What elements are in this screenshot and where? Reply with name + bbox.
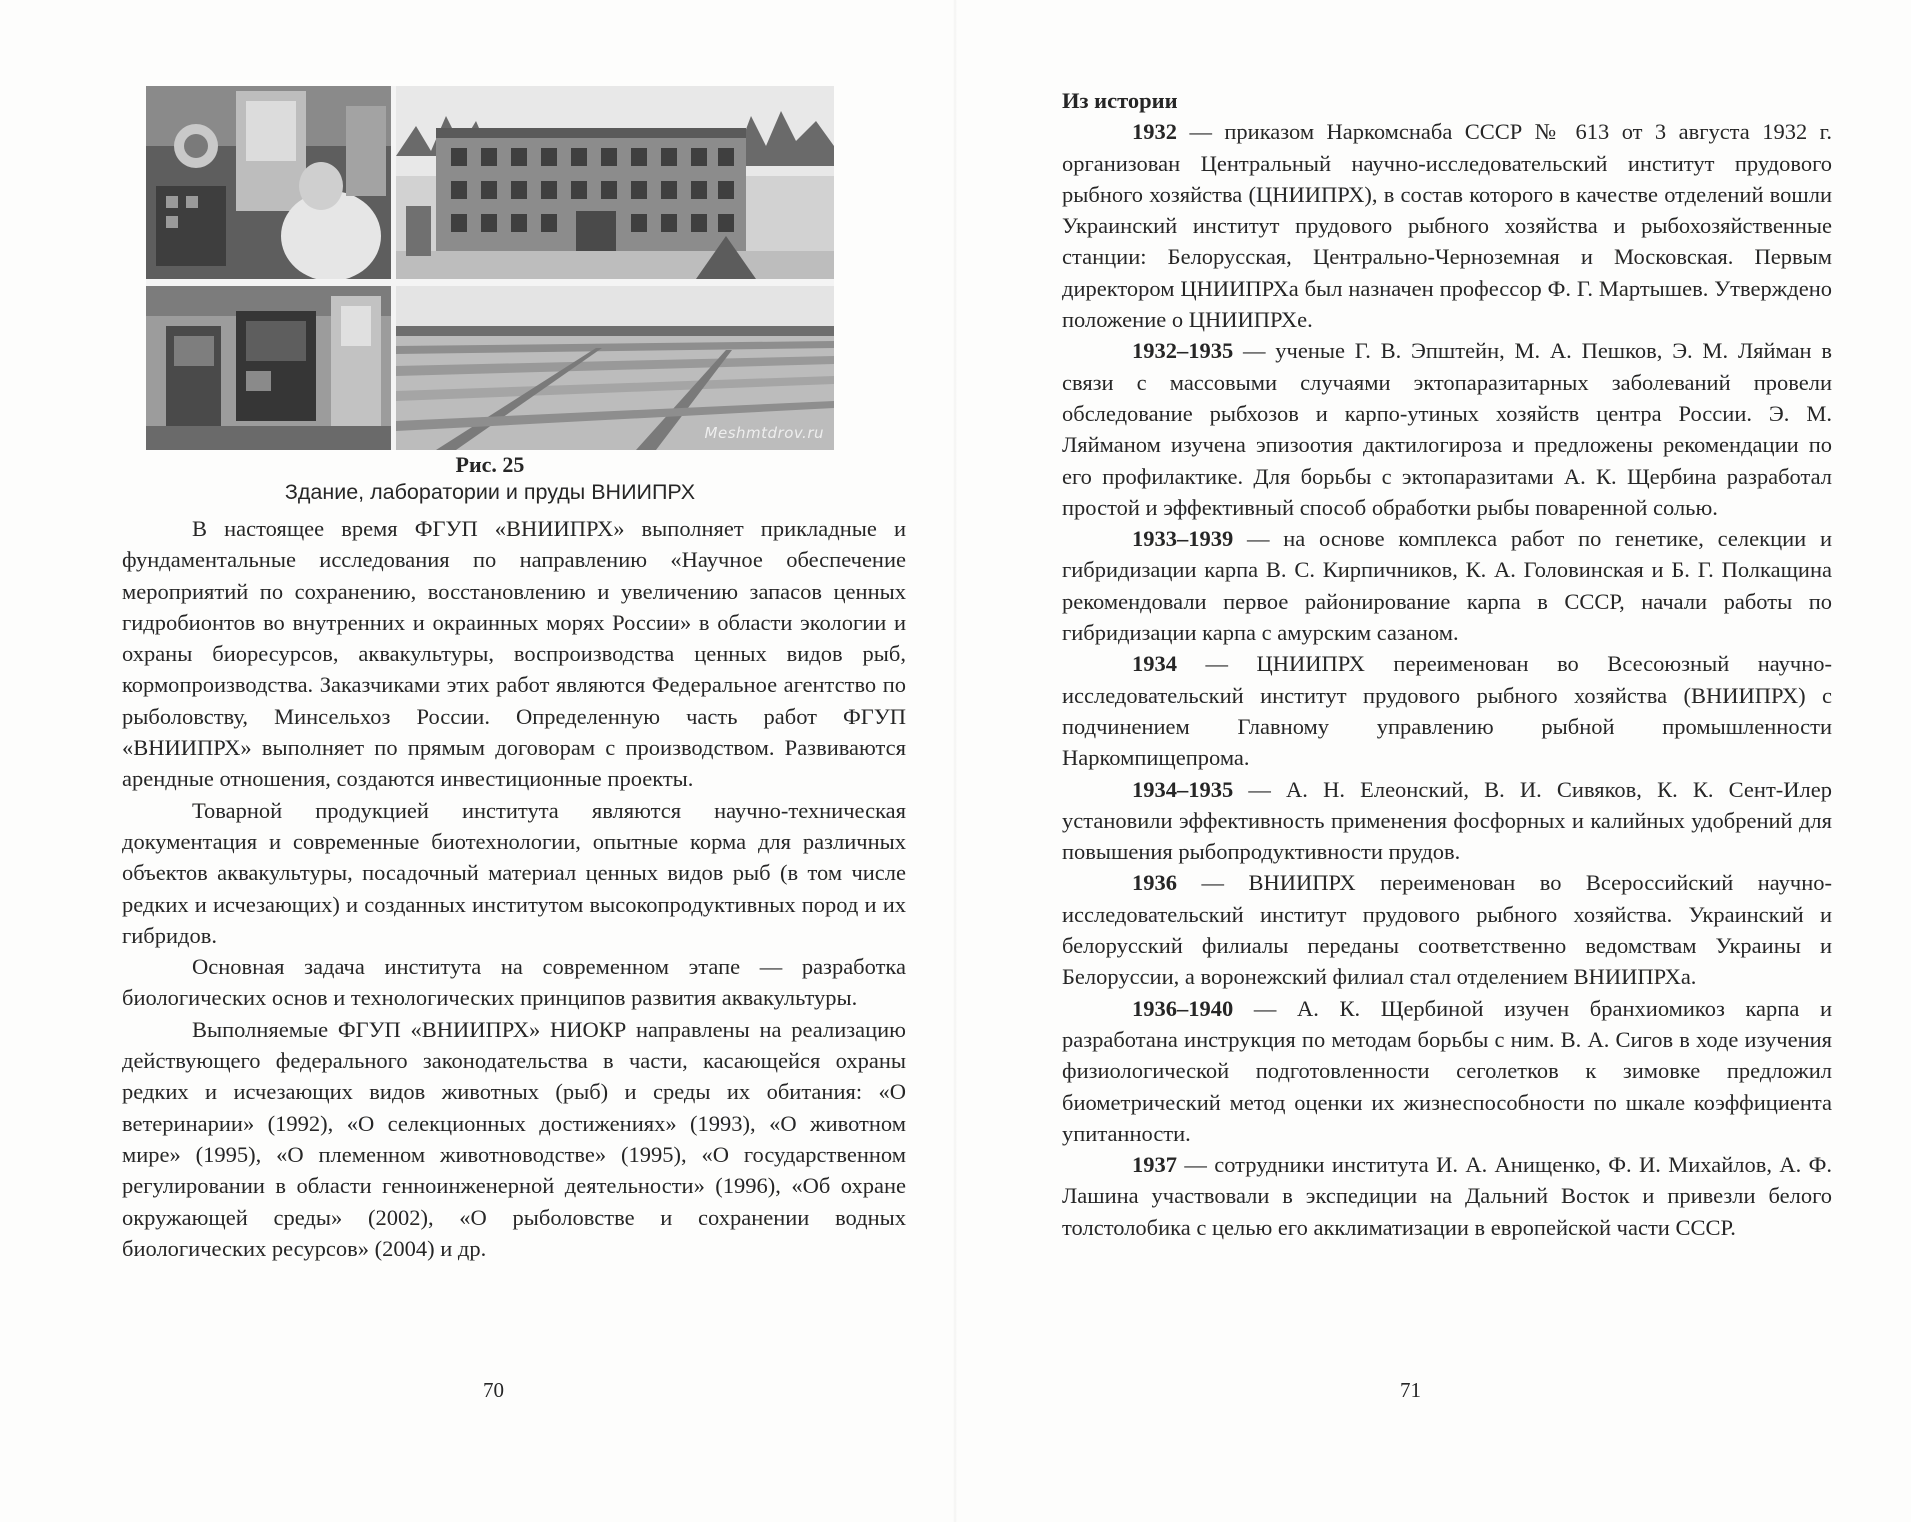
- history-text: — приказом Наркомснаба СССР № 613 от 3 августа 1932 г. организован Центральный научно-исследовательский институт прудового рыбного хозяйства (ЦНИИПРХ), в состав которого в качестве отделений вошли Украинский институт прудового рыбного хозяйства и рыбохозяйственные станции: Белорусская, Центрально-Черноземная и Московская. Первым директором ЦНИИПРХа был назначен профессор Ф. Г. Мартышев. Утверждено положение о ЦНИИПРХе.: [1062, 119, 1832, 333]
- history-text: — сотрудники института И. А. Анищенко, Ф. И. Михайлов, А. Ф. Лашина участвовали в экспедиции на Дальний Восток и привезли белого толстолобика с целью его акклиматизации в европейской части СССР.: [1062, 1152, 1832, 1240]
- history-text: — ВНИИПРХ переименован во Всероссийский научно-исследовательский институт прудового рыбного хозяйства. Украинский и белорусский филиалы переданы соответственно ведомствам Украины и Белоруссии, а воронежский филиал стал отделением ВНИИПРХа.: [1062, 870, 1832, 990]
- page-number: 71: [1400, 1378, 1421, 1402]
- history-entry: [1062, 523, 1832, 648]
- history-year: 1936: [1132, 870, 1177, 896]
- left-page: [0, 0, 955, 1522]
- figure-collage: [146, 86, 834, 450]
- history-year: 1932: [1132, 119, 1177, 145]
- photo-laboratory-room: [146, 286, 391, 450]
- history-text: — на основе комплекса работ по генетике, селекции и гибридизации карпа В. С. Кирпичников, К. А. Головинская и Б. Г. Полкащина рекомендовали первое районирование карпа в СССР, начали работы по гибридизации карпа с амурским сазаном.: [1062, 526, 1832, 646]
- history-entry: [1062, 1149, 1832, 1243]
- history-entry: [1062, 648, 1832, 773]
- history-entry: [1062, 116, 1832, 335]
- photo-institute-building: [396, 86, 834, 279]
- paragraph: Основная задача института на современном этапе — разработка биологических основ и технологических принципов развития аквакультуры.: [122, 954, 906, 1011]
- photo-laboratory-equipment: [146, 86, 391, 279]
- history-year: 1934–1935: [1132, 776, 1234, 802]
- paragraph: Выполняемые ФГУП «ВНИИПРХ» НИОКР направлены на реализацию действующего федерального законодательства в части, касающейся охраны редких и исчезающих видов животных (рыб) и среды их обитания: «О ветеринарии» (1992), «О селекционных достижениях» (1993), «О животном мире» (1995), «О племенном животноводстве» (1995), «О государственном регулировании в области генноинженерной деятельности» (1996), «Об охране окружающей среды» (2002), «О рыболовстве и сохранении водных биологических ресурсов» (2004) и др.: [122, 1016, 906, 1261]
- history-entry: [1062, 993, 1832, 1149]
- page-number: 70: [483, 1378, 504, 1402]
- figure-caption: Здание, лаборатории и пруды ВНИИПРХ: [284, 480, 696, 504]
- history-entry: [1062, 335, 1832, 523]
- history-text: — ЦНИИПРХ переименован во Всесоюзный научно-исследовательский институт прудового рыбного хозяйства (ВНИИПРХ) с подчинением Главному управлению рыбной промышленности Наркомпищепрома.: [1062, 651, 1832, 771]
- photo-fish-ponds: [396, 286, 834, 450]
- paragraph: В настоящее время ФГУП «ВНИИПРХ» выполняет прикладные и фундаментальные исследования по направлению «Научное обеспечение мероприятий по сохранению, восстановлению и увеличению запасов ценных гидробионтов во внутренних и окраинных морях России» в области экологии и охраны биоресурсов, аквакультуры, воспроизводства ценных видов рыб, кормопроизводства. Заказчиками этих работ являются Федеральное агентство по рыболовству, Минсельхоз России. Определенную часть работ ФГУП «ВНИИПРХ» выполняет по прямым договорам с производством. Развиваются арендные отношения, создаются инвестиционные проекты.: [122, 516, 906, 792]
- history-year: 1936–1940: [1132, 995, 1234, 1021]
- history-year: 1937: [1132, 1152, 1177, 1178]
- section-heading: Из истории: [1062, 88, 1178, 113]
- history-text: — А. К. Щербиной изучен бранхиомикоз карпа и разработана инструкция по методам борьбы с ним. В. А. Сигов в ходе изучения физиологической подготовленности сеголетков к зимовке предложил биометрический метод оценки их жизнеспособности по шкале коэффициента упитанности.: [1062, 995, 1832, 1146]
- history-entry: [1062, 774, 1832, 868]
- left-body-text: [122, 513, 906, 1264]
- paragraph: Товарной продукцией института являются научно-техническая документация и современные биотехнологии, опытные корма для различных объектов аквакультуры, посадочный материал ценных видов рыб (в том числе редких и исчезающих) и созданных институтом высокопродуктивных пород и их гибридов.: [122, 797, 906, 948]
- right-body-text: [1062, 85, 1832, 1243]
- history-year: 1932–1935: [1132, 338, 1234, 364]
- history-year: 1934: [1132, 651, 1177, 677]
- history-text: — ученые Г. В. Эпштейн, М. А. Пешков, Э. М. Ляйман в связи с массовыми случаями эктопаразитарных заболеваний провели обследование рыбхозов и карпо-утиных хозяйств центра России. Э. М. Ляйманом изучена эпизоотия дактилогироза и предложены рекомендации по его профилактике. Для борьбы с эктопаразитами А. К. Щербина разработал простой и эффективный способ обработки рыбы поваренной солью.: [1062, 338, 1832, 520]
- history-text: — А. Н. Елеонский, В. И. Сивяков, К. К. Сент-Илер установили эффективность применения фосфорных и калийных удобрений для повышения рыбопродуктивности прудов.: [1062, 776, 1832, 865]
- history-entry: [1062, 867, 1832, 992]
- page-fold: [953, 0, 957, 1522]
- figure-number: Рис. 25: [455, 452, 525, 477]
- photo-watermark: Meshmtdrov.ru: [704, 424, 824, 442]
- history-year: 1933–1939: [1132, 526, 1234, 552]
